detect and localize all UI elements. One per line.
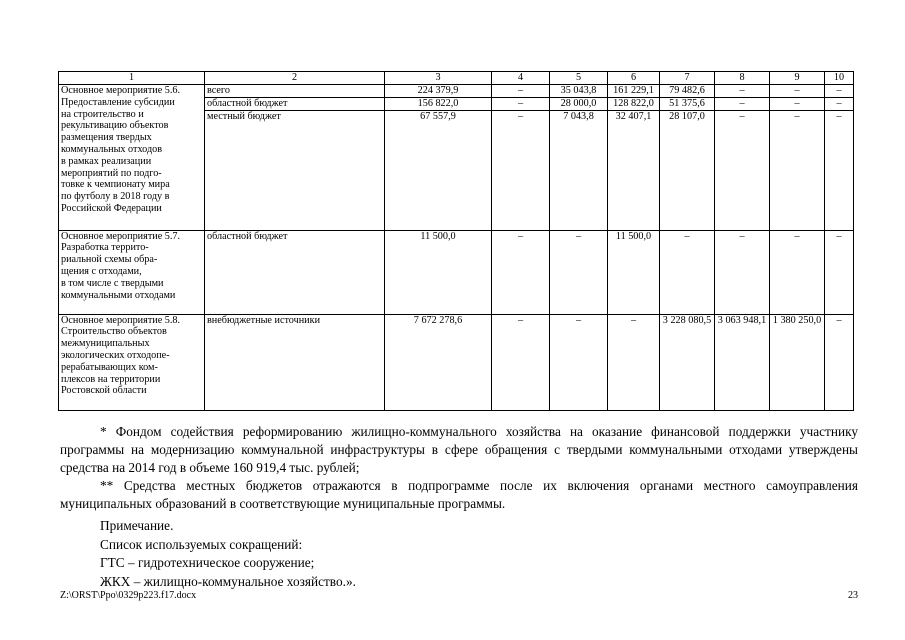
- footer-file-path: Z:\ORST\Ppo\0329p223.f17.docx: [60, 590, 197, 601]
- column-header: 2: [205, 72, 385, 85]
- value-cell: –: [770, 85, 825, 98]
- value-cell: –: [825, 97, 854, 110]
- value-cell: –: [715, 85, 770, 98]
- value-cell: –: [492, 97, 550, 110]
- value-cell: –: [492, 314, 550, 410]
- value-cell: 32 407,1: [608, 110, 660, 230]
- value-cell: 1 380 250,0: [770, 314, 825, 410]
- value-cell: –: [492, 230, 550, 314]
- value-cell: –: [825, 314, 854, 410]
- value-cell: 3 063 948,1: [715, 314, 770, 410]
- column-header: 5: [550, 72, 608, 85]
- table-header-row: [59, 72, 854, 85]
- page-number: 23: [848, 590, 858, 601]
- table-row: [59, 314, 854, 410]
- value-cell: –: [770, 110, 825, 230]
- value-cell: –: [770, 97, 825, 110]
- value-cell: –: [550, 314, 608, 410]
- value-cell: –: [825, 85, 854, 98]
- measure-title: Основное мероприятие 5.8. Строительство объектов межмуниципальных экологических отходопе- рерабатывающих ком- плексов на территории Ростовской области: [59, 314, 205, 410]
- value-cell: –: [660, 230, 715, 314]
- column-header: 7: [660, 72, 715, 85]
- budget-table: [58, 71, 854, 411]
- measure-title: Основное мероприятие 5.7. Разработка террито- риальной схемы обра- щения с отходами, в том числе с твердыми коммунальными отходами: [59, 230, 205, 314]
- table-row: [59, 85, 854, 98]
- value-cell: –: [492, 110, 550, 230]
- funding-source: областной бюджет: [205, 230, 385, 314]
- value-cell: –: [715, 97, 770, 110]
- remarks-heading: Примечание.: [100, 518, 174, 533]
- table-row: [59, 230, 854, 314]
- column-header: 4: [492, 72, 550, 85]
- value-cell: –: [825, 110, 854, 230]
- column-header: 8: [715, 72, 770, 85]
- value-cell: –: [550, 230, 608, 314]
- value-cell: –: [608, 314, 660, 410]
- value-cell: 79 482,6: [660, 85, 715, 98]
- value-cell: 161 229,1: [608, 85, 660, 98]
- value-cell: 7 672 278,6: [385, 314, 492, 410]
- column-header: 3: [385, 72, 492, 85]
- abbreviations-title: Список используемых сокращений:: [100, 536, 303, 552]
- funding-source: внебюджетные источники: [205, 314, 385, 410]
- column-header: 10: [825, 72, 854, 85]
- value-cell: –: [825, 230, 854, 314]
- measure-title: Основное мероприятие 5.6. Предоставление субсидии на строительство и рекультивацию объектов размещения твердых коммунальных отходов в рамках реализации мероприятий по подго- товке к чемпионату мира по футболу в 2018 году в Российской Федерации: [59, 85, 205, 231]
- value-cell: 51 375,6: [660, 97, 715, 110]
- footnote-1: * Фондом содействия реформированию жилищно-коммунального хозяйства на оказание финансовой поддержки участнику программы на модернизацию коммунальной инфраструктуры в сфере обращения с твердыми коммунальными отходами утверждены средства на 2014 год в объеме 160 919,4 тыс. рублей;: [60, 424, 858, 475]
- remarks-block: [100, 517, 356, 591]
- value-cell: 28 000,0: [550, 97, 608, 110]
- value-cell: 28 107,0: [660, 110, 715, 230]
- column-header: 6: [608, 72, 660, 85]
- value-cell: 3 228 080,5: [660, 314, 715, 410]
- funding-source: всего: [205, 85, 385, 98]
- value-cell: 11 500,0: [608, 230, 660, 314]
- footnote-2: ** Средства местных бюджетов отражаются в подпрограмме после их включения органами местного самоуправления муниципальных образований в соответствующие муниципальные программы.: [60, 478, 858, 511]
- footnotes: [60, 423, 858, 513]
- value-cell: –: [492, 85, 550, 98]
- abbreviation-item: ЖКХ – жилищно-коммунальное хозяйство.».: [100, 573, 356, 589]
- abbreviation-item: ГТС – гидротехническое сооружение;: [100, 555, 315, 570]
- value-cell: 7 043,8: [550, 110, 608, 230]
- value-cell: 156 822,0: [385, 97, 492, 110]
- value-cell: –: [715, 110, 770, 230]
- funding-source: областной бюджет: [205, 97, 385, 110]
- value-cell: 67 557,9: [385, 110, 492, 230]
- value-cell: –: [770, 230, 825, 314]
- value-cell: 11 500,0: [385, 230, 492, 314]
- value-cell: 128 822,0: [608, 97, 660, 110]
- value-cell: –: [715, 230, 770, 314]
- value-cell: 35 043,8: [550, 85, 608, 98]
- funding-source: местный бюджет: [205, 110, 385, 230]
- column-header: 1: [59, 72, 205, 85]
- column-header: 9: [770, 72, 825, 85]
- value-cell: 224 379,9: [385, 85, 492, 98]
